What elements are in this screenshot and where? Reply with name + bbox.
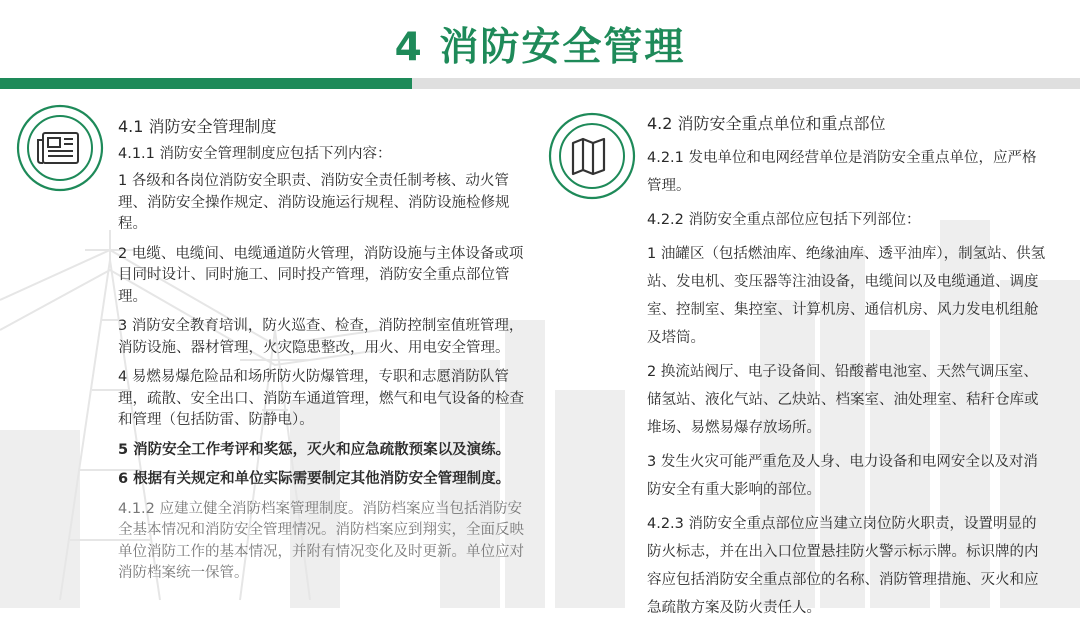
list-item: 5 消防安全工作考评和奖惩，灭火和应急疏散预案以及演练。 [118, 441, 511, 458]
page-title: 4 消防安全管理 [394, 25, 686, 70]
clause-paragraph: 4.1.2 应建立健全消防档案管理制度。消防档案应当包括消防安全基本情况和消防安全管理情况。消防档案应到翔实，全面反映单位消防工作的基本情况，并附有情况变化及时更新。单位应对消防档案统一保管。 [118, 500, 524, 581]
clause-paragraph: 4.2.3 消防安全重点部位应当建立岗位防火职责，设置明显的防火标志，并在出入口位置悬挂防火警示标示牌。标识牌的内容应包括消防安全重点部位的名称、消防管理措施、灭火和应急疏散方案及防火责任人。 [647, 516, 1039, 616]
right-column [647, 110, 1047, 628]
list-item: 4 易燃易爆危险品和场所防火防爆管理，专职和志愿消防队管理，疏散、安全出口、消防车通道管理，燃气和电气设备的检查和管理（包括防雷、防静电）。 [118, 369, 524, 428]
clause-paragraph: 4.2.1 发电单位和电网经营单位是消防安全重点单位，应严格管理。 [647, 150, 1037, 194]
section-subheading: 4.2.2 消防安全重点部位应包括下列部位： [647, 212, 921, 228]
list-item: 3 发生火灾可能严重危及人身、电力设备和电网安全以及对消防安全有重大影响的部位。 [647, 454, 1038, 498]
list-item: 1 各级和各岗位消防安全职责、消防安全责任制考核、动火管理、消防安全操作规定、消防设施运行规程、消防设施检修规程。 [118, 173, 510, 232]
section-heading: 4.1 消防安全管理制度 [118, 117, 277, 136]
list-item: 2 电缆、电缆间、电缆通道防火管理，消防设施与主体设备或项目同时设计、同时施工、同时投产管理，消防安全重点部位管理。 [118, 245, 524, 305]
map-icon [546, 110, 638, 202]
list-item: 2 换流站阀厅、电子设备间、铅酸蓄电池室、天然气调压室、储氢站、液化气站、乙炔站、档案室、油处理室、秸秆仓库或堆场、易燃易爆存放场所。 [647, 364, 1039, 436]
title-underline-accent [0, 78, 412, 89]
list-item: 1 油罐区（包括燃油库、绝缘油库、透平油库），制氢站、供氢站、发电机、变压器等注油设备，电缆间以及电缆通道、调度室、控制室、集控室、计算机房、通信机房、风力发电机组舱及塔筒。 [647, 246, 1046, 346]
left-column [118, 116, 532, 593]
list-item: 3 消防安全教育培训，防火巡查、检查，消防控制室值班管理，消防设施、器材管理，火灾隐患整改，用火、用电安全管理。 [118, 318, 524, 356]
section-heading: 4.2 消防安全重点单位和重点部位 [647, 114, 886, 133]
newspaper-icon [14, 102, 106, 194]
list-item: 6 根据有关规定和单位实际需要制定其他消防安全管理制度。 [118, 471, 511, 487]
section-subheading: 4.1.1 消防安全管理制度应包括下列内容： [118, 145, 392, 162]
